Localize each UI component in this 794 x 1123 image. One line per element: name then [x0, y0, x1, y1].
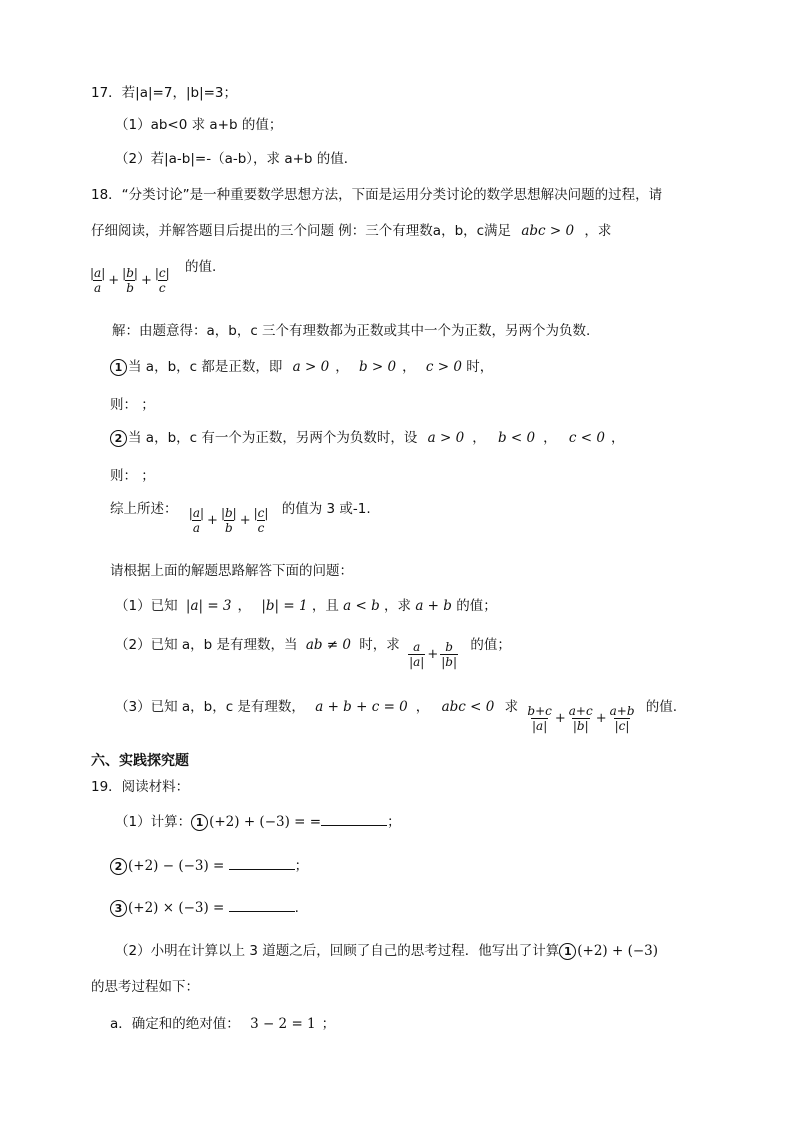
sub-question-2: （2）已知 a，b 是有理数，当 ab ≠ 0 时，求 $\frac{a}{|a|}$ + $\frac{b}{|b|}$ 的值；	[115, 637, 511, 669]
sub2-expression: $\frac{a}{|a|}$ + $\frac{b}{|b|}$	[409, 640, 458, 669]
case-1-then: 则： ；	[110, 397, 155, 413]
circled-three-icon: 3	[110, 900, 127, 917]
q17-part2: （2）若|a-b|=-（a-b），求 a+b 的值．	[115, 151, 358, 167]
summary-expression: $\frac{|a|}{a}$ + $\frac{|b|}{b}$ + $\frac{|c|}{c}$	[188, 506, 269, 535]
q18-expr-line: $\frac{|a|}{a}$ + $\frac{|b|}{b}$ + $\frac{|c|}{c}$ 的值.	[90, 259, 217, 295]
sub3-expression: $\frac{b+c}{|a|}$ + $\frac{a+c}{|b|}$ + $\frac{a+b}{|c|}$	[527, 704, 635, 733]
q19-part2-cont: 的思考过程如下：	[91, 979, 199, 995]
answer-blank[interactable]	[321, 813, 387, 826]
circled-one-icon: 1	[191, 814, 208, 831]
q18-solution: 解：由题意得：a，b，c 三个有理数都为正数或其中一个为正数，另两个为负数.	[112, 323, 591, 339]
case-2-then: 则： ；	[110, 468, 155, 484]
case-1: 1 当 a，b，c 都是正数，即 a > 0 ， b > 0 ， c > 0 时，	[110, 358, 493, 376]
abs-sum-expression: $\frac{|a|}{a}$ + $\frac{|b|}{b}$ + $\frac{|c|}{c}$	[90, 266, 170, 295]
q18-line2: 仔细阅读，并解答题目后提出的三个问题 例：三个有理数a，b，c满足 abc > 0 ，求	[91, 223, 612, 239]
q17-part1: （1）ab<0 求 a+b 的值；	[115, 117, 283, 133]
circled-two-icon: 2	[110, 858, 127, 875]
case-2: 2 当 a，b，c 有一个为正数，另两个为负数时，设 a > 0 ， b < 0 ， c < 0 ，	[110, 429, 624, 447]
q19-step-a: a．确定和的绝对值： 3 − 2 = 1 ；	[110, 1016, 336, 1032]
summary-line: 综上所述： $\frac{|a|}{a}$ + $\frac{|b|}{b}$ + $\frac{|c|}{c}$ 的值为 3 或-1.	[110, 501, 371, 535]
instructions: 请根据上面的解题思路解答下面的问题：	[110, 563, 353, 579]
cond-abc: abc > 0	[521, 223, 575, 239]
sub-question-1: （1）已知 |a| = 3 ， |b| = 1 ，且 a < b ，求 a + b 的值；	[115, 598, 497, 614]
answer-blank[interactable]	[229, 857, 295, 870]
section-heading: 六、实践探究题	[91, 753, 189, 769]
q19-head: 19．阅读材料：	[91, 779, 190, 795]
q17-head: 17．若|a|=7，|b|=3；	[91, 85, 238, 101]
circled-two-icon: 2	[110, 430, 127, 447]
q18-line1: 18．“分类讨论”是一种重要数学思想方法，下面是运用分类讨论的数学思想解决问题的过程，请	[91, 187, 663, 203]
q19-calc-2: 2 (+2) − (−3) = ；	[110, 857, 308, 875]
q19-calc-3: 3 (+2) × (−3) = .	[110, 899, 299, 917]
circled-one-icon: 1	[110, 359, 127, 376]
sub-question-3: （3）已知 a，b，c 是有理数， a + b + c = 0 ， abc < 0 求 $\frac{b+c}{|a|}$ + $\frac{a+c}{|b|}$ + $\frac{a+b}{|c|}$ 的值.	[115, 699, 678, 733]
answer-blank[interactable]	[229, 899, 295, 912]
q19-part2: （2）小明在计算以上 3 道题之后，回顾了自己的思考过程．他写出了计算 1 (+2) + (−3)	[115, 943, 659, 959]
circled-one-icon: 1	[559, 943, 576, 960]
q19-calc-1: （1）计算： 1 (+2) + (−3) = = ；	[115, 814, 401, 830]
